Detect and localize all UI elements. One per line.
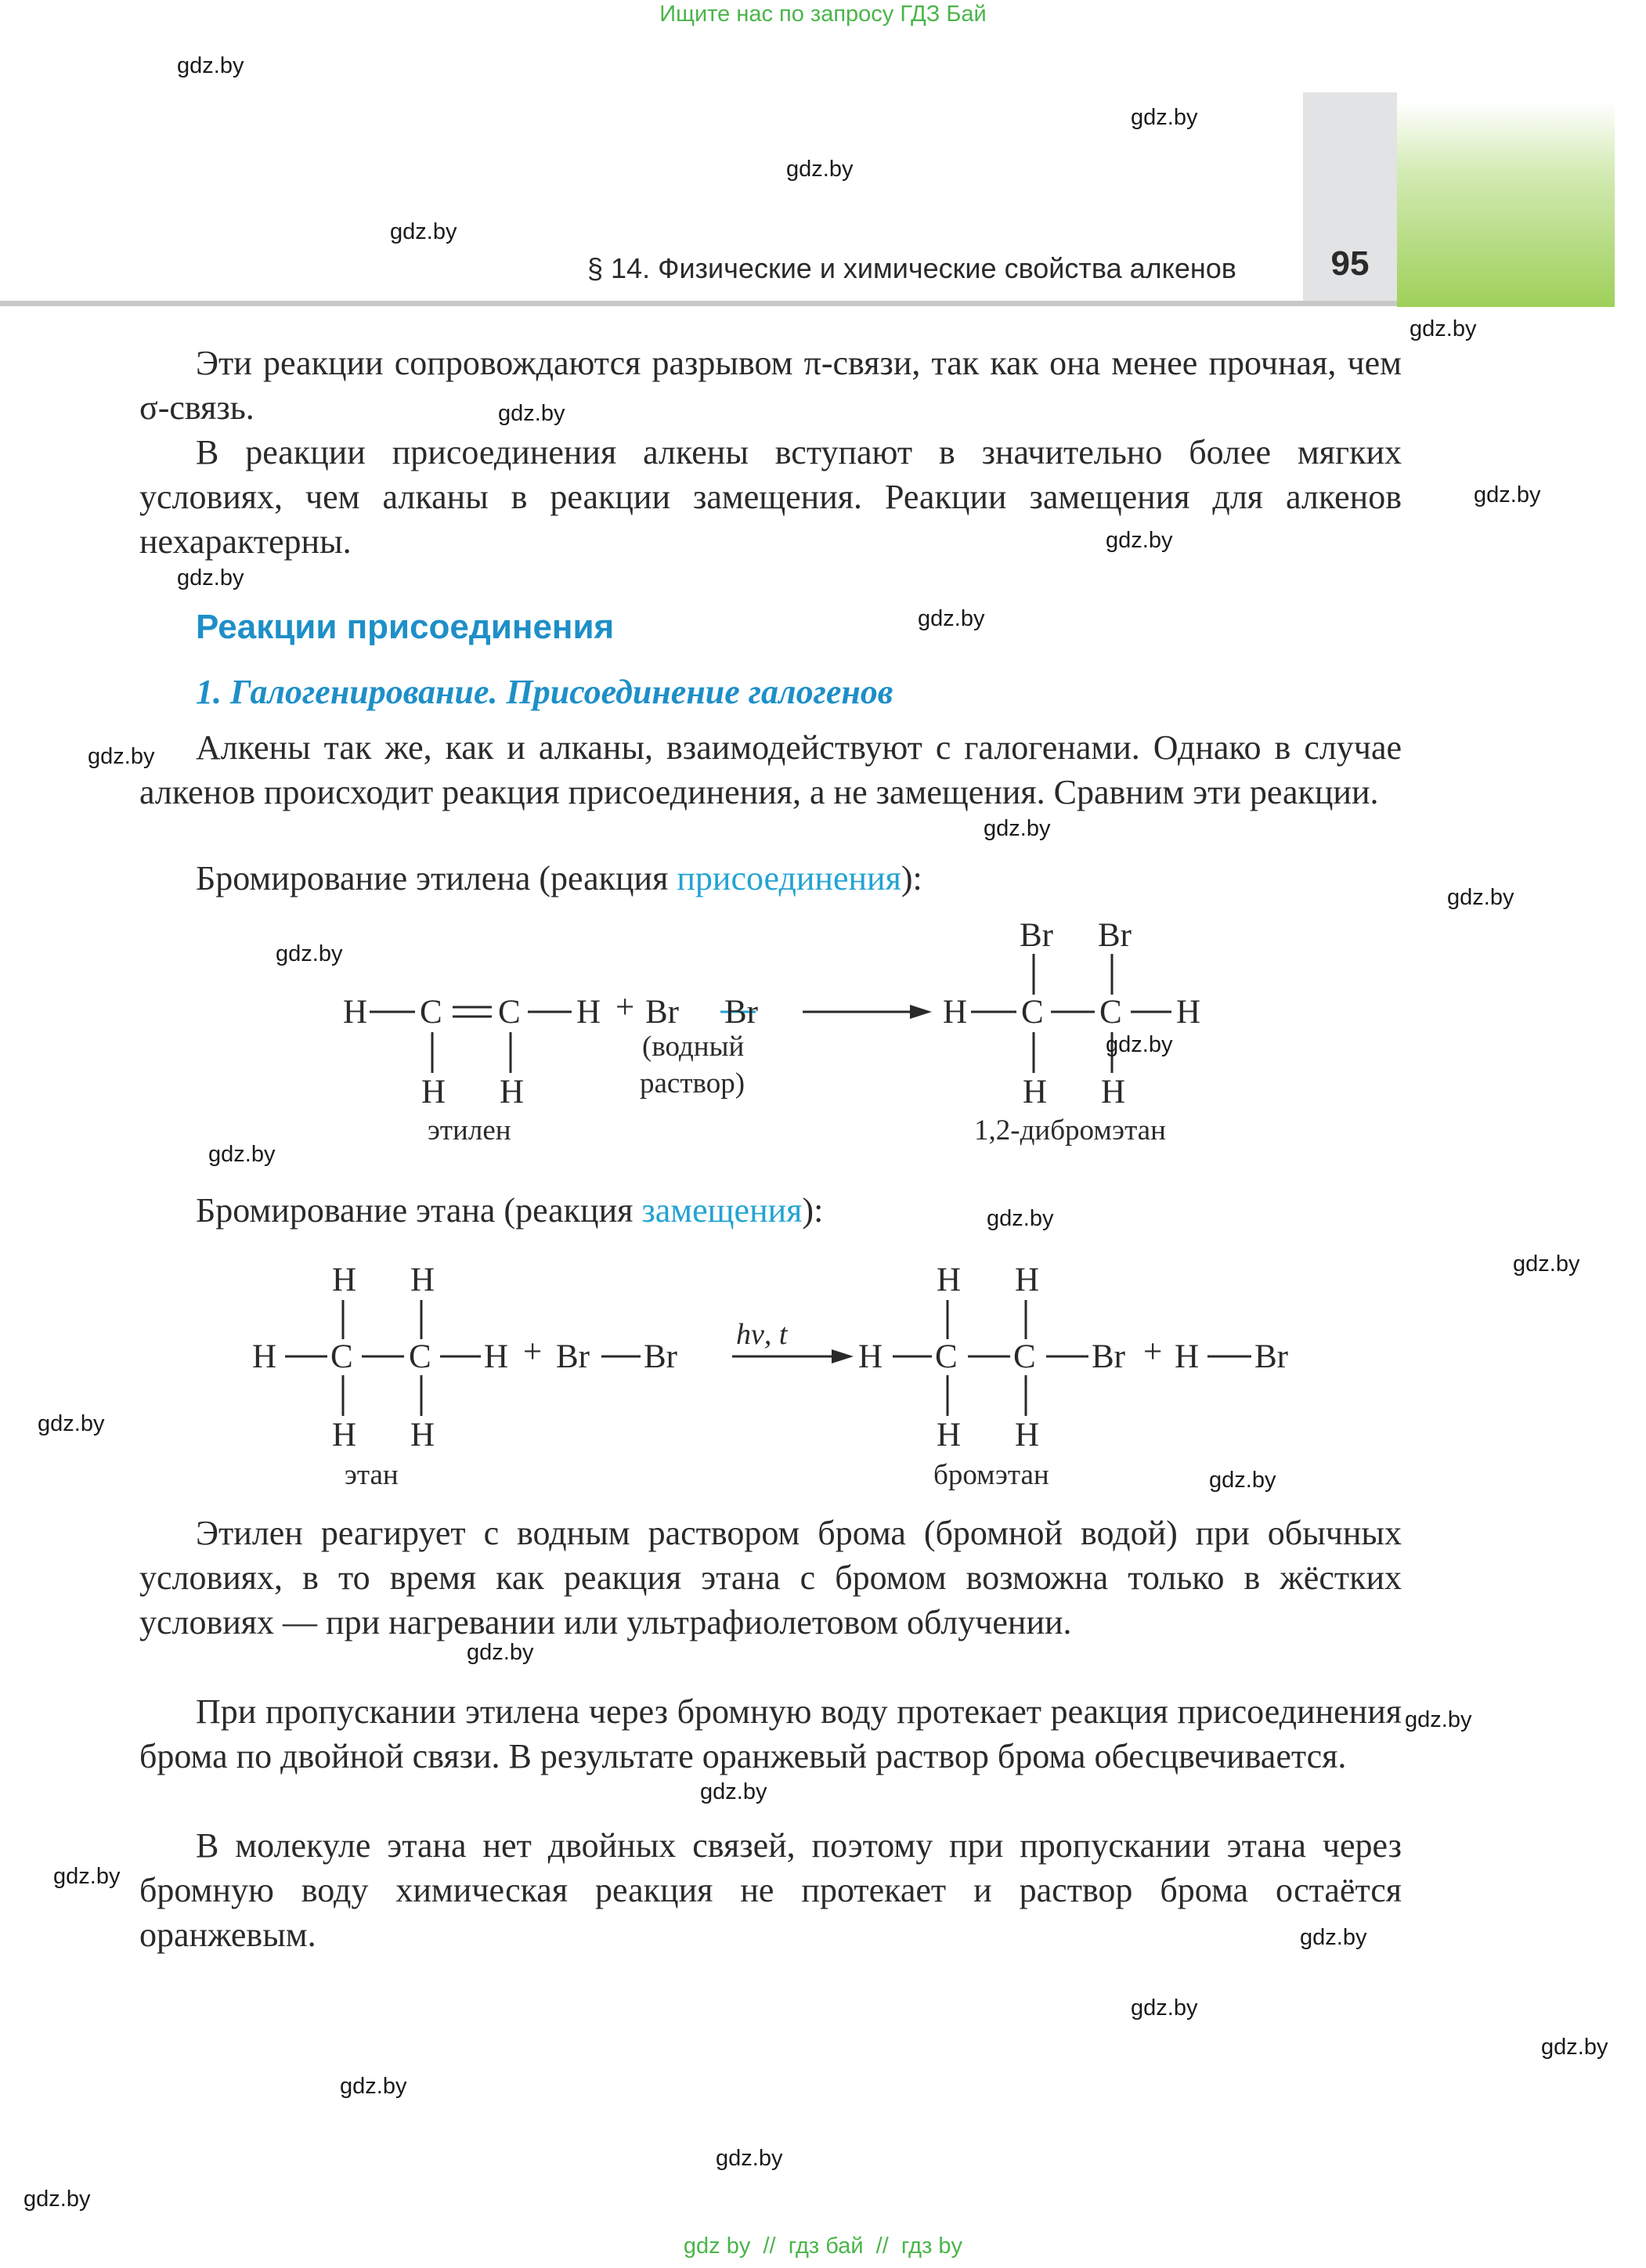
r2-plus-1: + [523,1334,543,1371]
r2-prod-h-bottom-1: H [937,1417,962,1454]
watermark: gdz.by [498,401,565,426]
watermark: gdz.by [1410,316,1477,341]
r1-prod-h-bottom-1: H [1023,1074,1048,1111]
watermark: gdz.by [88,744,155,769]
caption-term-addition: присоединения [677,859,901,897]
watermark: gdz.by [786,157,854,182]
caption-term-substitution: замещения [641,1191,803,1230]
watermark: gdz.by [1405,1707,1472,1732]
paragraph-mild-conditions: В реакции присоединения алкены вступают в значительно более мягких условиях, чем алканы в реакции замещения. Реакции замещения для алкенов нехарактерны. [139,433,1402,561]
section-heading: Реакции присоединения [196,608,615,646]
watermark: gdz.by [177,565,244,590]
r2-prod-c2: C [1013,1338,1036,1375]
r1-plus: + [615,989,635,1026]
watermark: gdz.by [918,606,985,631]
paragraph-bromine-water: При пропускании этилена через бромную воду протекает реакция присоединения брома по двойной связи. В результате оранжевый раствор брома обесцвечивается. [139,1692,1402,1775]
r2-plus-2: + [1143,1334,1163,1371]
r1-prod-h-bottom-2: H [1101,1074,1126,1111]
r2-h-left: H [252,1338,277,1375]
watermark: gdz.by [1474,482,1541,507]
watermark: gdz.by [1447,885,1514,910]
r1-h-right: H [576,994,601,1031]
r2-br-1: Br [556,1338,590,1375]
r1-br-2: Br [724,994,758,1031]
r2-prod-h-blue: H [1175,1338,1200,1375]
paragraph-halogens: Алкены так же, как и алканы, взаимодействуют с галогенами. Однако в случае алкенов происходит реакция присоединения, а не замещения. Сравним эти реакции. [139,728,1402,811]
r1-condition-1: (водный [642,1031,745,1063]
r2-h-bottom-2: H [410,1417,435,1454]
r1-h-bottom-1: H [421,1074,446,1111]
r2-prod-br-2: Br [1254,1338,1288,1375]
r1-prod-br-2: Br [1098,917,1132,954]
r1-prod-h-right: H [1176,994,1201,1031]
caption-suffix: ): [802,1191,824,1230]
watermark: gdz.by [390,219,457,244]
r1-c1: C [420,994,442,1031]
r1-prod-br-1: Br [1020,917,1053,954]
watermark: gdz.by [1106,1032,1173,1057]
watermark: gdz.by [1131,105,1198,130]
r1-c2: C [498,994,521,1031]
watermark: gdz.by [1541,2035,1608,2060]
r1-prod-h-left: H [943,994,968,1031]
watermark: gdz.by [1131,1995,1198,2021]
r2-prod-h-top-1: H [937,1262,962,1298]
r2-br-2: Br [644,1338,677,1375]
watermark: gdz.by [53,1864,121,1889]
r2-prod-br: Br [1092,1338,1125,1375]
watermark: gdz.by [716,2146,783,2171]
watermark: gdz.by [984,816,1051,841]
watermark: gdz.by [208,1142,276,1167]
paragraph-pi-bond: Эти реакции сопровождаются разрывом π-связи, так как она менее прочная, чем σ-связь. [139,344,1402,427]
r2-prod-h-left: H [858,1338,883,1375]
r1-condition-2: раствор) [640,1067,745,1100]
footer-links: gdz by // гдз бай // гдз by [683,2234,963,2259]
paragraph-ethylene-vs-ethane: Этилен реагирует с водным раствором брома (бромной водой) при обычных условиях, в то время как реакция этана с бромом возможна только в жёстких условиях — при нагревании или ультрафиолетовом облучении. [139,1514,1402,1641]
r2-h-bottom-1: H [332,1417,357,1454]
r1-prod-c2: C [1099,994,1122,1031]
r2-prod-h-bottom-2: H [1015,1417,1040,1454]
watermark: gdz.by [1106,528,1173,553]
r2-h-top-1: H [332,1262,357,1298]
watermark: gdz.by [23,2187,91,2212]
paragraph-ethane-no-reaction: В молекуле этана нет двойных связей, поэтому при пропускании этана через бромную воду химическая реакция не протекает и раствор брома остаётся оранжевым. [139,1826,1402,1954]
r2-c1: C [330,1338,353,1375]
r1-prod-c1: C [1021,994,1044,1031]
caption-prefix: Бромирование этилена (реакция [196,859,677,897]
top-banner: Ищите нас по запросу ГДЗ Бай [659,2,987,27]
watermark: gdz.by [38,1411,105,1436]
r1-h-bottom-2: H [500,1074,525,1111]
watermark: gdz.by [1300,1925,1367,1950]
watermark: gdz.by [177,53,244,78]
r2-h-reactive: H [484,1338,509,1375]
r2-c2: C [409,1338,431,1375]
r2-product-name: бромэтан [933,1459,1049,1491]
section-title: § 14. Физические и химические свойства алкенов [587,252,1236,284]
caption-suffix: ): [901,859,922,897]
r2-condition: hν, t [736,1318,788,1351]
watermark: gdz.by [700,1779,767,1804]
caption-prefix: Бромирование этана (реакция [196,1191,642,1230]
r1-reactant-name: этилен [428,1114,511,1147]
subheading: 1. Галогенирование. Присоединение галогенов [196,673,893,711]
r2-h-top-2: H [410,1262,435,1298]
watermark: gdz.by [276,941,343,966]
watermark: gdz.by [1209,1468,1276,1493]
r1-br-1: Br [645,994,679,1031]
r2-prod-h-top-2: H [1015,1262,1040,1298]
r2-reactant-name: этан [345,1459,399,1491]
watermark: gdz.by [340,2074,407,2099]
r1-h-left: H [343,994,368,1031]
watermark: gdz.by [467,1640,534,1665]
watermark: gdz.by [987,1206,1054,1231]
r2-prod-c1: C [935,1338,958,1375]
watermark: gdz.by [1513,1251,1580,1277]
r1-product-name: 1,2-дибромэтан [974,1114,1166,1147]
page-number: 95 [1330,244,1370,283]
